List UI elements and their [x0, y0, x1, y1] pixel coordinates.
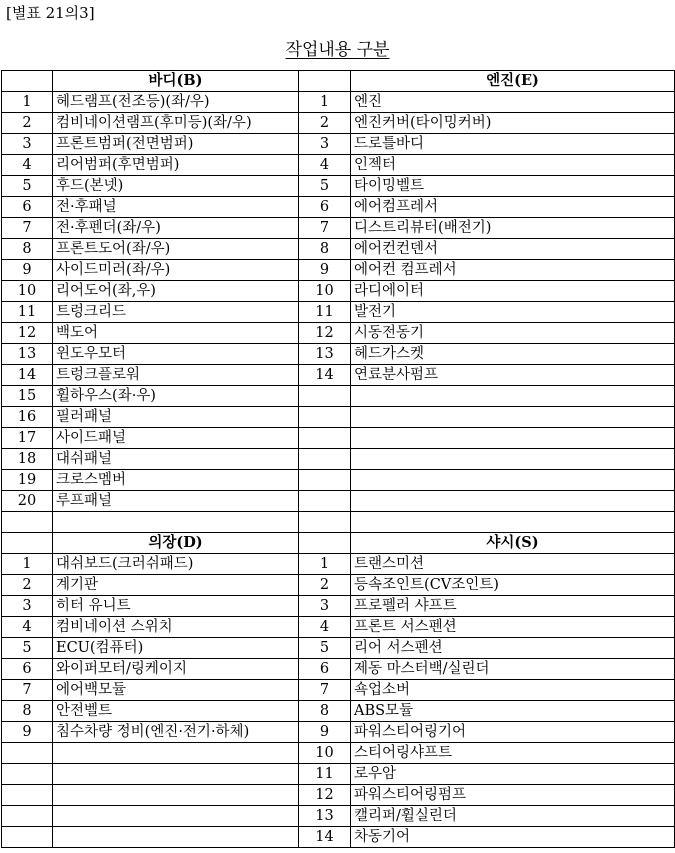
left-item-label: 컴비네이션 스위치: [53, 617, 299, 638]
right-item-number: 11: [299, 302, 351, 323]
left-item-number: 3: [2, 596, 53, 617]
right-item-label: 엔진커버(타이밍커버): [351, 113, 675, 134]
right-item-label: 발전기: [351, 302, 675, 323]
right-item-number: 12: [299, 323, 351, 344]
right-item-label: [351, 449, 675, 470]
right-item-label: 라디에이터: [351, 281, 675, 302]
table-row: [2, 722, 675, 743]
left-item-number: 17: [2, 428, 53, 449]
right-item-label: 캘리퍼/휠실린더: [351, 806, 675, 827]
right-item-label: 차동기어: [351, 827, 675, 848]
right-item-number: [299, 512, 351, 533]
left-item-number: 19: [2, 470, 53, 491]
right-item-number: [299, 449, 351, 470]
left-item-label: 전·후펜더(좌/우): [53, 218, 299, 239]
right-item-number: [299, 386, 351, 407]
table-row: [2, 449, 675, 470]
right-item-label: 디스트리뷰터(배전기): [351, 218, 675, 239]
right-item-number: [299, 428, 351, 449]
left-item-number: [2, 743, 53, 764]
right-item-label: 헤드가스켓: [351, 344, 675, 365]
table-row: [2, 281, 675, 302]
header-spacer-cell: [2, 71, 53, 92]
work-category-table: [1, 70, 675, 848]
engine-section-header: 엔진(E): [351, 71, 675, 92]
table-row: [2, 113, 675, 134]
table-row: [2, 344, 675, 365]
left-item-label: 프론트도어(좌/우): [53, 239, 299, 260]
left-item-label: 백도어: [53, 323, 299, 344]
left-item-label: [53, 743, 299, 764]
right-item-label: 시동전동기: [351, 323, 675, 344]
right-item-number: 1: [299, 92, 351, 113]
table-row: [2, 659, 675, 680]
left-item-label: 히터 유니트: [53, 596, 299, 617]
left-item-label: 윈도우모터: [53, 344, 299, 365]
left-item-number: 18: [2, 449, 53, 470]
right-item-label: 에어컨컨덴서: [351, 239, 675, 260]
left-item-number: 7: [2, 218, 53, 239]
left-item-number: 6: [2, 659, 53, 680]
table-row: [2, 155, 675, 176]
attachment-label: [별표 21의3]: [6, 4, 95, 22]
table-row: [2, 596, 675, 617]
table-row: [2, 323, 675, 344]
left-item-label: 헤드램프(전조등)(좌/우): [53, 92, 299, 113]
right-item-number: 4: [299, 617, 351, 638]
left-item-number: 13: [2, 344, 53, 365]
left-item-number: 4: [2, 617, 53, 638]
left-item-label: 와이퍼모터/링케이지: [53, 659, 299, 680]
right-item-number: 2: [299, 575, 351, 596]
left-item-label: 프론트범퍼(전면범퍼): [53, 134, 299, 155]
table-row: [2, 701, 675, 722]
right-item-number: 10: [299, 743, 351, 764]
right-item-label: 프로펠러 샤프트: [351, 596, 675, 617]
right-item-number: 8: [299, 701, 351, 722]
right-item-number: 6: [299, 197, 351, 218]
right-item-label: 타이밍벨트: [351, 176, 675, 197]
right-item-label: [351, 428, 675, 449]
right-item-number: 5: [299, 176, 351, 197]
table-row: [2, 239, 675, 260]
table-row: [2, 218, 675, 239]
left-item-label: 트렁크플로워: [53, 365, 299, 386]
table-row: [2, 617, 675, 638]
right-item-number: 13: [299, 806, 351, 827]
document-title-text: 작업내용 구분: [285, 40, 390, 60]
table-row: [2, 260, 675, 281]
document-title: [0, 35, 675, 60]
table-row: [2, 512, 675, 533]
left-item-label: 컴비네이션램프(후미등)(좌/우): [53, 113, 299, 134]
table-row: [2, 134, 675, 155]
left-item-label: 침수차량 정비(엔진·전기·하체): [53, 722, 299, 743]
chassis-section-header: 샤시(S): [351, 533, 675, 554]
right-item-number: 8: [299, 239, 351, 260]
right-item-number: [299, 407, 351, 428]
left-item-label: [53, 764, 299, 785]
left-item-number: [2, 827, 53, 848]
right-item-label: 연료분사펌프: [351, 365, 675, 386]
left-item-number: 1: [2, 92, 53, 113]
right-item-number: 6: [299, 659, 351, 680]
right-item-label: 드로틀바디: [351, 134, 675, 155]
left-item-number: 6: [2, 197, 53, 218]
table-row: [2, 407, 675, 428]
left-item-number: 7: [2, 680, 53, 701]
left-item-number: [2, 764, 53, 785]
left-item-number: [2, 512, 53, 533]
left-item-number: 12: [2, 323, 53, 344]
left-item-number: 1: [2, 554, 53, 575]
left-item-number: 10: [2, 281, 53, 302]
left-item-label: 안전벨트: [53, 701, 299, 722]
table-row: [2, 92, 675, 113]
table-row: [2, 365, 675, 386]
right-item-number: 12: [299, 785, 351, 806]
left-item-label: 사이드미러(좌/우): [53, 260, 299, 281]
right-item-label: 제동 마스터백/실린더: [351, 659, 675, 680]
right-item-label: [351, 491, 675, 512]
left-item-number: 15: [2, 386, 53, 407]
right-item-number: 14: [299, 827, 351, 848]
right-item-label: 스티어링샤프트: [351, 743, 675, 764]
table-row: [2, 470, 675, 491]
right-item-number: [299, 470, 351, 491]
right-item-number: 9: [299, 722, 351, 743]
left-item-label: [53, 827, 299, 848]
right-item-label: 로우암: [351, 764, 675, 785]
body-section-header: 바디(B): [53, 71, 299, 92]
table-row: [2, 764, 675, 785]
right-item-label: ABS모듈: [351, 701, 675, 722]
right-item-number: 7: [299, 680, 351, 701]
left-item-label: 에어백모듈: [53, 680, 299, 701]
right-item-label: 에어컨 컴프레서: [351, 260, 675, 281]
table-row: [2, 575, 675, 596]
table-row: [2, 806, 675, 827]
left-item-number: 5: [2, 638, 53, 659]
interior-section-header: 의장(D): [53, 533, 299, 554]
right-item-label: 파워스티어링펌프: [351, 785, 675, 806]
table-row: [2, 638, 675, 659]
left-item-label: 루프패널: [53, 491, 299, 512]
right-item-number: 9: [299, 260, 351, 281]
table-row: [2, 785, 675, 806]
left-item-label: 사이드패널: [53, 428, 299, 449]
left-item-label: 전·후패널: [53, 197, 299, 218]
right-item-number: 3: [299, 134, 351, 155]
left-item-number: 8: [2, 701, 53, 722]
right-item-number: 4: [299, 155, 351, 176]
right-item-label: 프론트 서스펜션: [351, 617, 675, 638]
right-item-number: 3: [299, 596, 351, 617]
left-item-number: 3: [2, 134, 53, 155]
header-spacer-cell: [299, 71, 351, 92]
left-item-label: 계기판: [53, 575, 299, 596]
left-item-number: 20: [2, 491, 53, 512]
table-row: [2, 428, 675, 449]
right-item-number: 1: [299, 554, 351, 575]
left-item-label: [53, 785, 299, 806]
right-item-label: [351, 512, 675, 533]
left-item-label: 대쉬보드(크러쉬패드): [53, 554, 299, 575]
table-row: [2, 680, 675, 701]
right-item-label: 트랜스미션: [351, 554, 675, 575]
right-item-label: 등속조인트(CV조인트): [351, 575, 675, 596]
right-item-label: 에어컴프레서: [351, 197, 675, 218]
left-item-number: 9: [2, 722, 53, 743]
left-item-label: [53, 512, 299, 533]
left-item-number: 9: [2, 260, 53, 281]
right-item-number: 10: [299, 281, 351, 302]
table-row: [2, 827, 675, 848]
left-item-label: 후드(본넷): [53, 176, 299, 197]
left-item-number: 16: [2, 407, 53, 428]
right-item-label: 인젝터: [351, 155, 675, 176]
right-item-label: [351, 386, 675, 407]
section-header-row: [2, 533, 675, 554]
left-item-number: 2: [2, 113, 53, 134]
header-spacer-cell: [2, 533, 53, 554]
right-item-label: 리어 서스펜션: [351, 638, 675, 659]
right-item-label: 쇽업소버: [351, 680, 675, 701]
left-item-label: 휠하우스(좌·우): [53, 386, 299, 407]
right-item-number: 14: [299, 365, 351, 386]
table-row: [2, 386, 675, 407]
left-item-label: 트렁크리드: [53, 302, 299, 323]
right-item-label: 파워스티어링기어: [351, 722, 675, 743]
right-item-number: 11: [299, 764, 351, 785]
left-item-number: 8: [2, 239, 53, 260]
right-item-label: [351, 407, 675, 428]
right-item-label: [351, 470, 675, 491]
section-header-row: [2, 71, 675, 92]
left-item-label: 필러패널: [53, 407, 299, 428]
table-row: [2, 491, 675, 512]
left-item-label: 리어도어(좌,우): [53, 281, 299, 302]
right-item-number: 5: [299, 638, 351, 659]
left-item-label: [53, 806, 299, 827]
left-item-number: [2, 785, 53, 806]
left-item-number: 14: [2, 365, 53, 386]
left-item-number: 11: [2, 302, 53, 323]
table-row: [2, 302, 675, 323]
left-item-label: ECU(컴퓨터): [53, 638, 299, 659]
right-item-number: 7: [299, 218, 351, 239]
left-item-number: 2: [2, 575, 53, 596]
left-item-number: [2, 806, 53, 827]
header-spacer-cell: [299, 533, 351, 554]
left-item-label: 리어범퍼(후면범퍼): [53, 155, 299, 176]
right-item-number: 2: [299, 113, 351, 134]
right-item-number: [299, 491, 351, 512]
left-item-number: 4: [2, 155, 53, 176]
left-item-label: 대쉬패널: [53, 449, 299, 470]
left-item-number: 5: [2, 176, 53, 197]
left-item-label: 크로스멤버: [53, 470, 299, 491]
right-item-label: 엔진: [351, 92, 675, 113]
right-item-number: 13: [299, 344, 351, 365]
table-row: [2, 197, 675, 218]
table-row: [2, 176, 675, 197]
table-row: [2, 743, 675, 764]
table-row: [2, 554, 675, 575]
